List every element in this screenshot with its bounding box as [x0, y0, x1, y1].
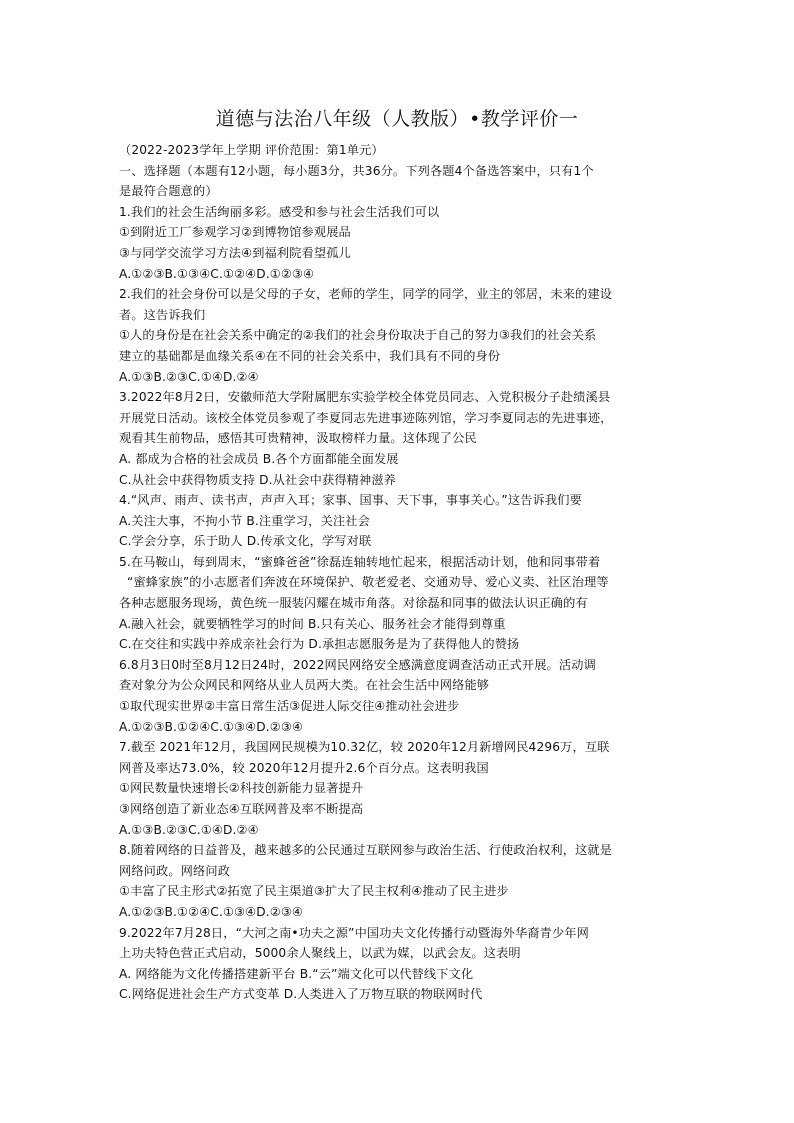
text-line: 7.截至 2021年12月，我国网民规模为10.32亿，较 2020年12月新增网民4296万，互联: [119, 740, 610, 755]
text-line: A.关注大事，不拘小节 B.注重学习，关注社会: [119, 513, 370, 528]
text-line: C.网络促进社会生产方式变革 D.人类进入了万物互联的物联网时代: [119, 987, 483, 1002]
text-line: 8.随着网络的日益普及，越来越多的公民通过互联网参与政治生活、行使政治权利，这就是: [119, 843, 613, 858]
text-line: A.①②③B.①③④C.①②④D.①②③④: [119, 266, 315, 281]
text-line: ①取代现实世界②丰富日常生活③促进人际交往④推动社会进步: [119, 699, 460, 714]
text-line: A.融入社会，就要牺牲学习的时间 B.只有关心、服务社会才能得到尊重: [119, 616, 506, 631]
text-line: 4.“风声、雨声、读书声，声声入耳；家事、国事、天下事，事事关心。”这告诉我们要: [119, 493, 582, 508]
text-line: 5.在马鞍山，每到周末，“蜜蜂爸爸”徐磊连轴转地忙起来，根据活动计划，他和同事带着: [119, 554, 601, 569]
text-line: “蜜蜂家族”的小志愿者们奔波在环境保护、敬老爱老、交通劝导、爱心义卖、社区治理等: [127, 575, 609, 590]
text-line: 建立的基础都是血缘关系④在不同的社会关系中，我们具有不同的身份: [119, 348, 501, 363]
text-line: ①到附近工厂参观学习②到博物馆参观展品: [119, 225, 351, 240]
text-line: 上功夫特色营正式启动，5000余人聚线上，以武为媒，以武会友。这表明: [119, 946, 521, 961]
text-line: C.从社会中获得物质支持 D.从社会中获得精神滋养: [119, 472, 397, 487]
text-line: ③与同学交流学习方法④到福利院看望孤儿: [119, 245, 351, 260]
text-line: 3.2022年8月2日，安徽师范大学附属肥东实验学校全体党员同志、入党积极分子赴绩溪县: [119, 390, 611, 405]
text-line: ①网民数量快速增长②科技创新能力显著提升: [119, 781, 364, 796]
text-line: 开展党日活动。该校全体党员参观了李夏同志先进事迹陈列馆，学习李夏同志的先进事迹，: [119, 410, 613, 425]
text-line: 网普及率达73.0%，较 2020年12月提升2.6个百分点。这表明我国: [119, 760, 489, 775]
text-line: 9.2022年7月28日，“大河之南•功夫之源”中国功夫文化传播行动暨海外华裔青少年网: [119, 925, 589, 940]
text-line: A.①③B.②③C.①④D.②④: [119, 822, 259, 837]
page-title: 道德与法治八年级（人教版）•教学评价一: [215, 108, 579, 130]
text-line: C.在交往和实践中养成亲社会行为 D.承担志愿服务是为了获得他人的赞扬: [119, 637, 520, 652]
text-line: A. 都成为合格的社会成员 B.各个方面都能全面发展: [119, 451, 399, 466]
text-line: A. 网络能为文化传播搭建新平台 B.“云”端文化可以代替线下文化: [119, 966, 474, 981]
text-line: 2.我们的社会身份可以是父母的子女，老师的学生，同学的同学，业主的邻居，未来的建设: [119, 287, 613, 302]
text-line: 6.8月3日0时至8月12日24时，2022网民网络安全感满意度调查活动正式开展。活动调: [119, 657, 596, 672]
text-line: ①人的身份是在社会关系中确定的②我们的社会身份取决于自己的努力③我们的社会关系: [119, 328, 597, 343]
text-line: 1.我们的社会生活绚丽多彩。感受和参与社会生活我们可以: [119, 204, 440, 219]
text-line: 查对象分为公众网民和网络从业人员两大类。在社会生活中网络能够: [119, 678, 490, 693]
text-line: A.①③B.②③C.①④D.②④: [119, 369, 259, 384]
text-line: ③网络创造了新业态④互联网普及率不断提高: [119, 802, 364, 816]
text-line: A.①②③B.①②④C.①③④D.②③④: [119, 719, 303, 734]
text-line: C.学会分享，乐于助人 D.传承文化，学写对联: [119, 534, 372, 549]
text-line: 各种志愿服务现场，黄色统一服装闪耀在城市角落。对徐磊和同事的做法认识正确的有: [119, 596, 588, 611]
text-line: 一、选择题（本题有12小题，每小题3分，共36分。下列各题4个备选答案中，只有1个: [119, 163, 594, 178]
text-line: （2022-2023学年上学期 评价范围：第1单元）: [119, 143, 384, 157]
text-line: A.①②③B.①②④C.①③④D.②③④: [119, 904, 303, 919]
document-body: [119, 140, 689, 1005]
text-line: 观看其生前物品，感悟其可贵精神，汲取榜样力量。这体现了公民: [119, 431, 477, 446]
text-line: 网络问政。网络问政: [119, 863, 231, 878]
text-line: ①丰富了民主形式②拓宽了民主渠道③扩大了民主权利④推动了民主进步: [119, 884, 509, 899]
text-line: 是最符合题意的）: [119, 184, 218, 199]
text-line: 者。这告诉我们: [119, 307, 206, 322]
